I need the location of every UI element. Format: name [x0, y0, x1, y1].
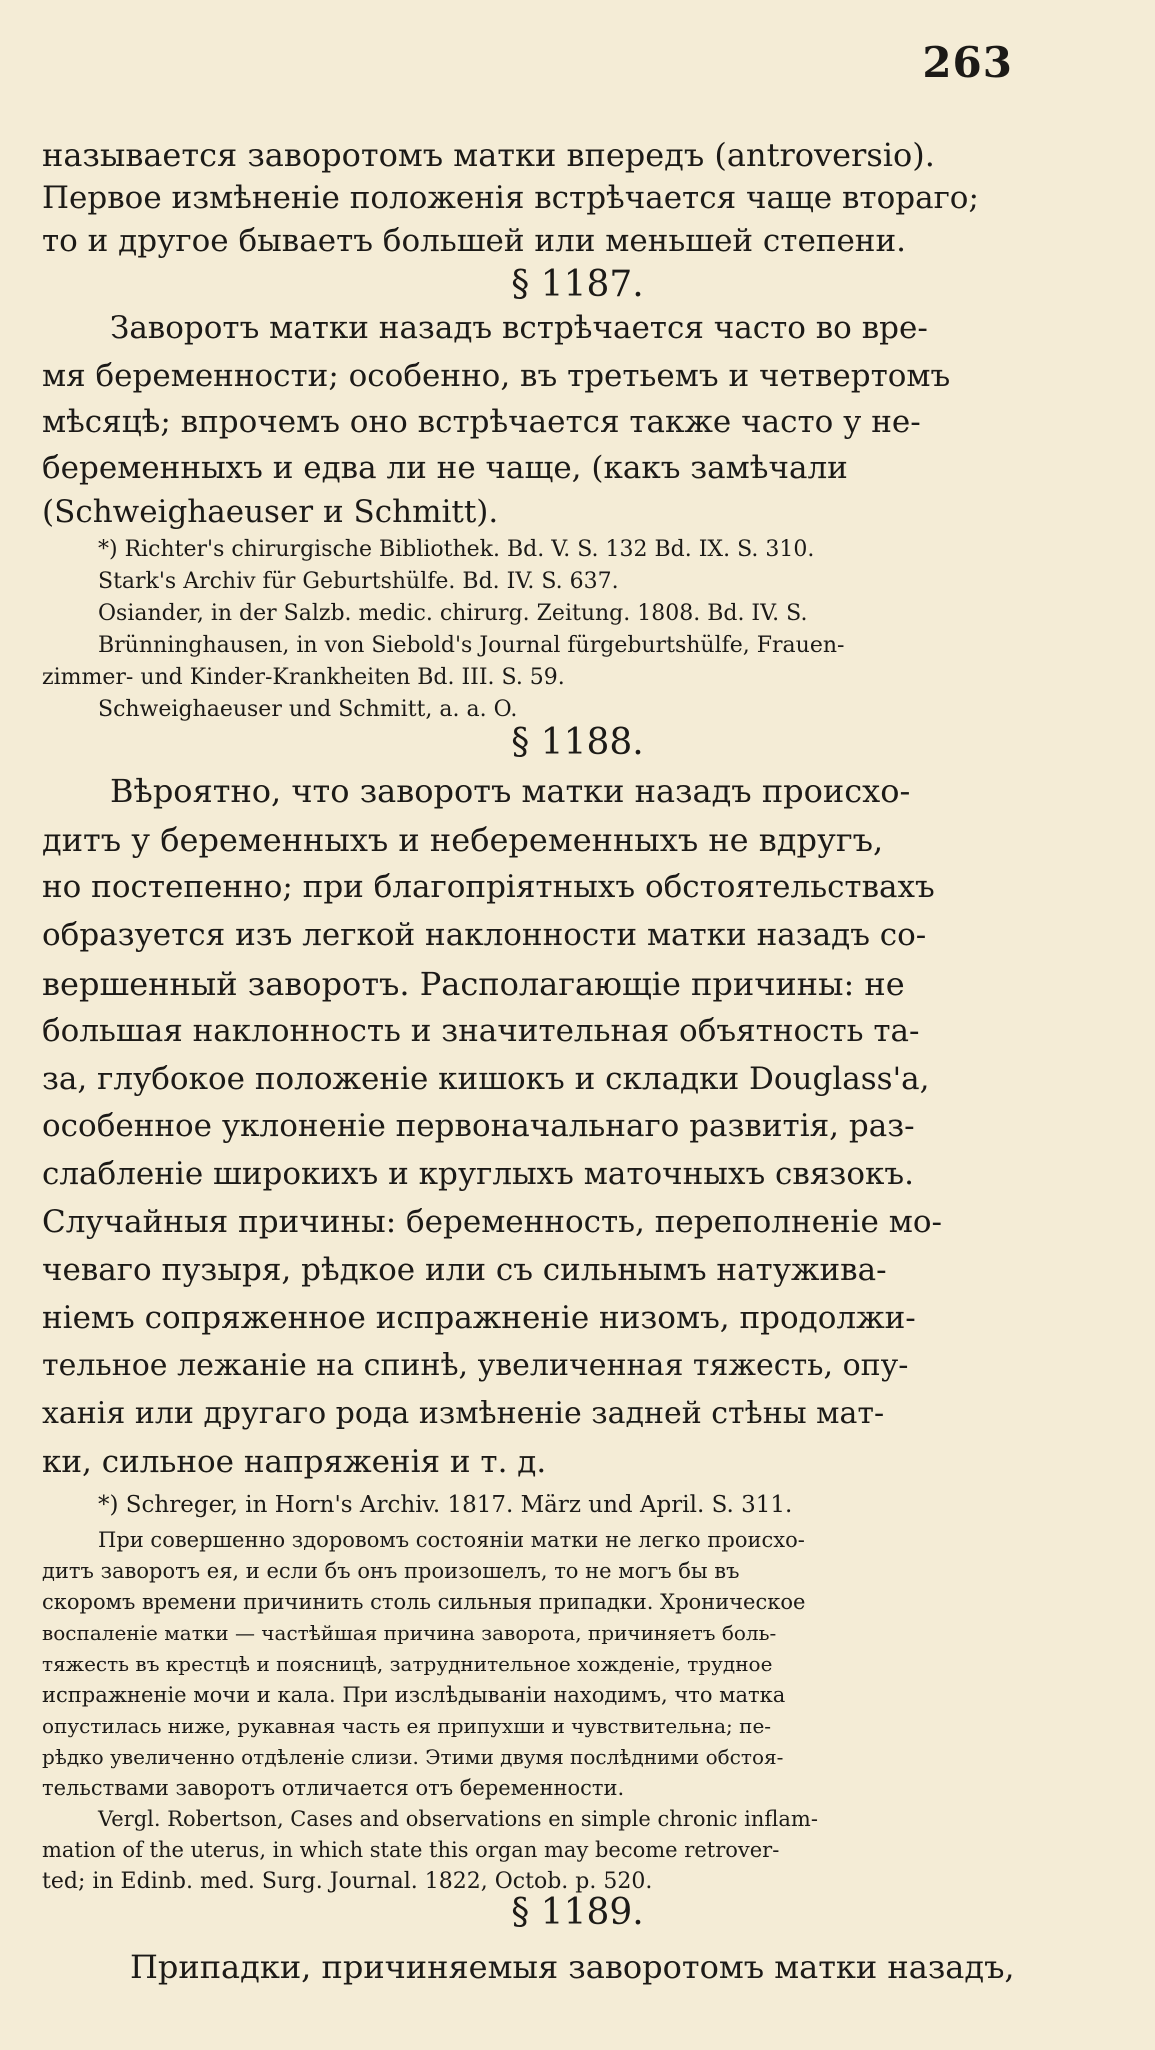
text-line: (Schweighaeuser и Schmitt). [42, 494, 499, 530]
footnote-line: Stark's Archiv für Geburtshülfe. Bd. IV. S. 637. [98, 569, 619, 594]
footnote-line: опустилась ниже, рукавная часть ея припухши и чувствительна; пе- [42, 1714, 772, 1738]
text-line: Вѣроятно, что заворотъ матки назадъ происхо- [110, 772, 911, 810]
text-line: Заворотъ матки назадъ встрѣчается часто во вре- [110, 310, 928, 346]
footnote-line: испражненіе мочи и кала. При изслѣдываніи находимъ, что матка [42, 1683, 786, 1707]
text-line: Первое измѣненіе положенія встрѣчается чаще втораго; [42, 180, 979, 216]
text-line: мѣсяцѣ; впрочемъ оно встрѣчается также часто у не- [42, 404, 921, 440]
text-line: то и другое бываетъ большей или меньшей степени. [42, 223, 906, 259]
text-line: особенное уклоненіе первоначальнаго развитія, раз- [42, 1108, 915, 1144]
section-heading-1189: § 1189. [511, 1892, 644, 1933]
footnote-line: При совершенно здоровомъ состояніи матки не легко происхо- [98, 1528, 805, 1552]
footnote-line: *) Richter's chirurgische Bibliothek. Bd. V. S. 132 Bd. IX. S. 310. [98, 537, 815, 562]
footnote-line: ted; in Edinb. med. Surg. Journal. 1822, Octob. p. 520. [42, 1869, 653, 1894]
section-heading-1188: § 1188. [511, 722, 644, 763]
text-line: дитъ у беременныхъ и небеременныхъ не вдругъ, [42, 821, 884, 859]
text-line: ханія или другаго рода измѣненіе задней стѣны мат- [42, 1396, 885, 1431]
text-line: называется заворотомъ матки впередъ (antroversio). [42, 136, 935, 174]
text-line: чеваго пузыря, рѣдкое или съ сильнымъ натуживa- [42, 1252, 887, 1288]
text-line: Припадки, причиняемыя заворотомъ матки назадъ, [130, 1948, 1015, 1986]
footnote-line: zimmer- und Kinder-Krankheiten Bd. III. S. 59. [42, 665, 565, 690]
footnote-line: рѣдко увеличенно отдѣленіе слизи. Этими двумя послѣдними обстоя- [42, 1745, 784, 1769]
text-line: за, глубокое положеніе кишокъ и складки Douglass'а, [42, 1061, 930, 1097]
footnote-line: дитъ заворотъ ея, и если бъ онъ произошелъ, то не могъ бы въ [42, 1559, 740, 1583]
text-line: ніемъ сопряженное испражненіе низомъ, продолжи- [42, 1300, 916, 1336]
footnote-line: скоромъ времени причинить столь сильныя припадки. Хроническое [42, 1590, 806, 1614]
text-line: Случайныя причины: беременность, переполненіе мо- [42, 1204, 942, 1240]
text-line: большая наклонность и значительная объятность та- [42, 1013, 920, 1049]
page-number: 263 [922, 38, 1013, 87]
text-line: вершенный заворотъ. Располагающіе причины: не [42, 965, 905, 1003]
text-line: беременныхъ и едва ли не чаще, (какъ замѣчали [42, 450, 848, 486]
footnote-line: Osiander, in der Salzb. medic. chirurg. Zeitung. 1808. Bd. IV. S. [98, 601, 808, 626]
footnote-line: *) Schreger, in Horn's Archiv. 1817. März und April. S. 311. [98, 1492, 793, 1518]
footnote-line: mation of the uterus, in which state this organ may become retrover- [42, 1838, 780, 1862]
text-line: ки, сильное напряженія и т. д. [42, 1444, 547, 1480]
footnote-line: Vergl. Robertson, Cases and observations en simple chronic inflam- [98, 1807, 818, 1831]
text-line: мя беременности; особенно, въ третьемъ и четвертомъ [42, 358, 951, 394]
footnote-line: Schweighaeuser und Schmitt, a. a. O. [98, 697, 518, 722]
text-line: образуется изъ легкой наклонности матки назадъ со- [42, 917, 927, 953]
footnote-line: тяжесть въ крестцѣ и поясницѣ, затруднительное хожденіе, трудное [42, 1652, 773, 1676]
text-line: слабленіе широкихъ и круглыхъ маточныхъ связокъ. [42, 1156, 914, 1192]
footnote-line: тельствами заворотъ отличается отъ беременности. [42, 1776, 625, 1800]
section-heading-1187: § 1187. [511, 264, 644, 305]
footnote-line: воспаленіе матки — частѣйшая причина заворота, причиняетъ боль- [42, 1621, 777, 1645]
text-line: тельное лежаніе на спинѣ, увеличенная тяжесть, опу- [42, 1348, 909, 1383]
text-line: но постепенно; при благопріятныхъ обстоятельствахъ [42, 869, 935, 905]
footnote-line: Brünninghausen, in von Siebold's Journal fürgeburtshülfe, Frauen- [98, 633, 845, 658]
